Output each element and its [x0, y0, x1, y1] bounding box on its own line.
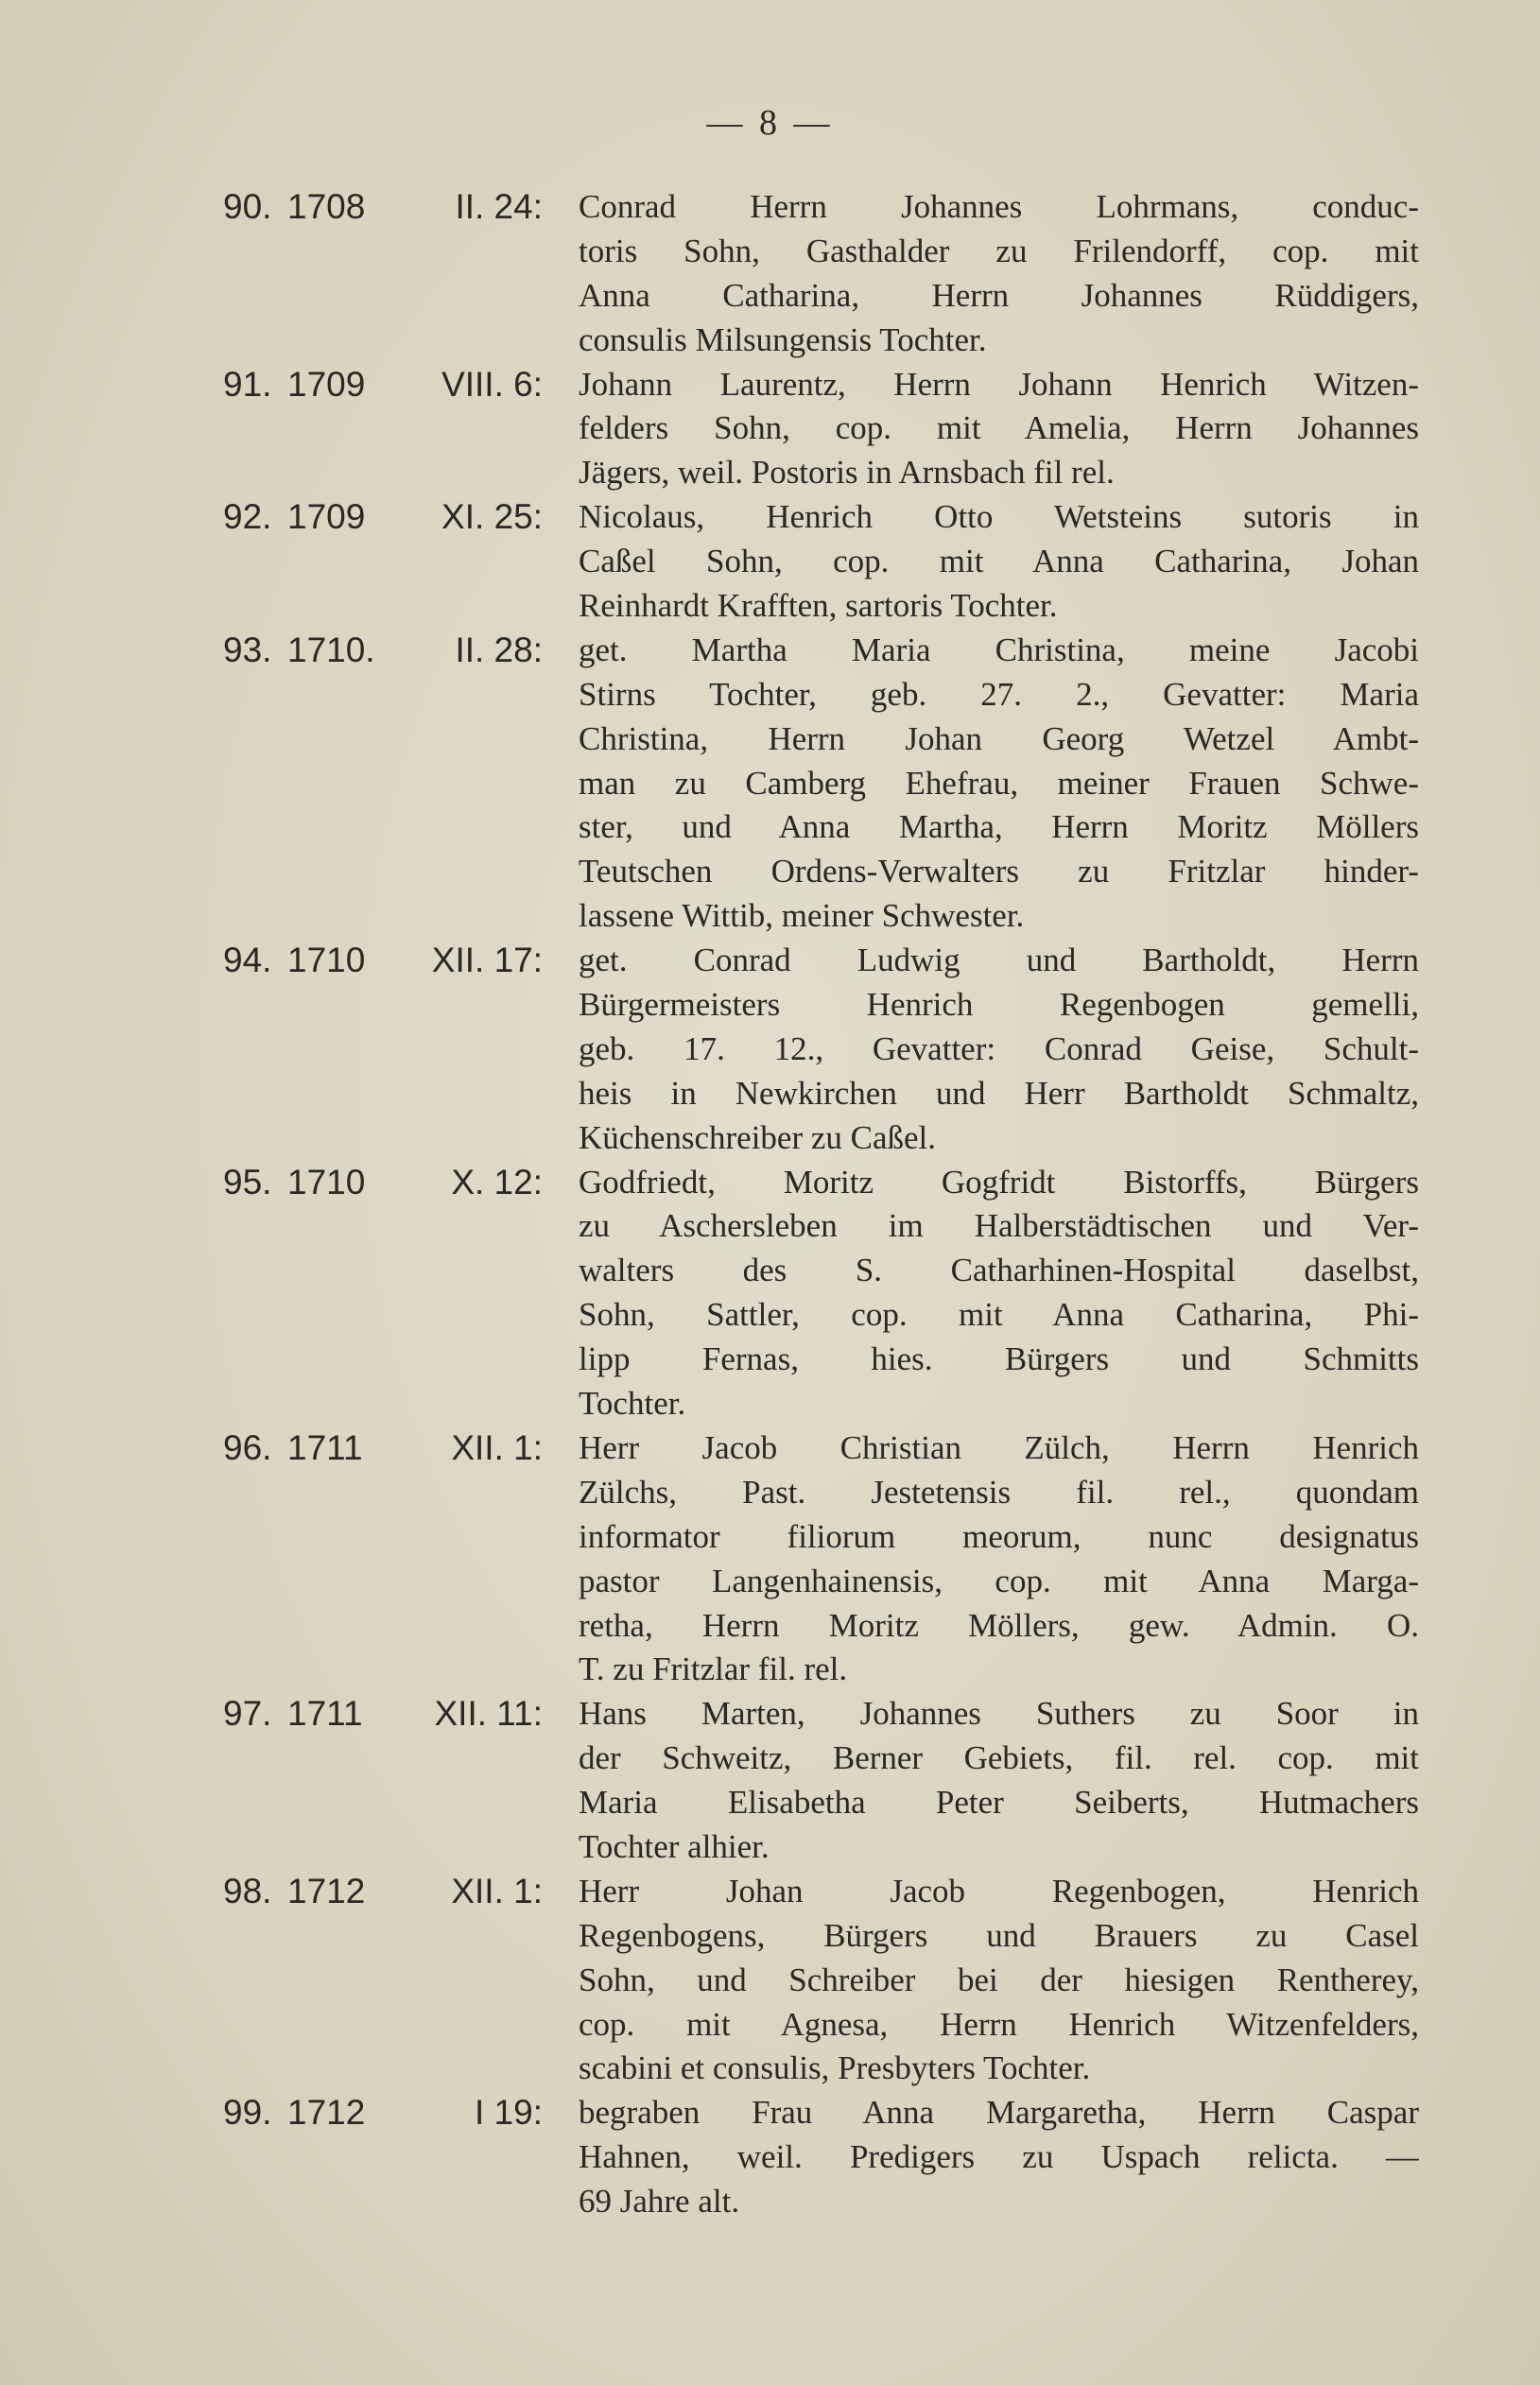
entry-date: I 19: [475, 2093, 543, 2133]
entry-text-line: scabini et consulis, Presbyters Tochter. [579, 2049, 1091, 2087]
entry-text-line: felders Sohn, cop. mit Amelia, Herrn Johannes [579, 409, 1419, 447]
entry-year: 1710 [287, 1162, 366, 1201]
entry-text-line: geb. 17. 12., Gevatter: Conrad Geise, Schult- [579, 1029, 1419, 1067]
entry-text [579, 1426, 1419, 1692]
entry-text-line: Küchenschreiber zu Caßel. [579, 1118, 937, 1156]
register-entry [223, 363, 1419, 496]
entry-text-line: der Schweitz, Berner Gebiets, fil. rel. cop. mit [579, 1739, 1419, 1777]
entry-text-line: 69 Jahre alt. [579, 2183, 740, 2221]
entry-label [223, 939, 579, 1160]
entry-text [579, 2091, 1419, 2224]
entry-number: 95. [223, 1162, 272, 1201]
entry-label [223, 2091, 579, 2224]
entry-number: 96. [223, 1427, 272, 1467]
entry-text-line: pastor Langenhainensis, cop. mit Anna Marga- [579, 1562, 1419, 1599]
page-number: — 8 — [706, 103, 834, 143]
register-entry [223, 495, 1419, 629]
entry-text-line: Caßel Sohn, cop. mit Anna Catharina, Johan [579, 543, 1419, 580]
entry-text-line: consulis Milsungensis Tochter. [579, 320, 987, 358]
entry-text-line: get. Conrad Ludwig und Bartholdt, Herrn [579, 942, 1419, 979]
entry-label [223, 363, 579, 496]
entry-label [223, 495, 579, 629]
entry-text-line: Herr Jacob Christian Zülch, Herrn Henrich [579, 1428, 1419, 1466]
entry-text-line: T. zu Fritzlar fil. rel. [579, 1650, 848, 1688]
entry-text-line: Sohn, Sattler, cop. mit Anna Catharina, Phi- [579, 1296, 1419, 1334]
entry-year: 1710 [287, 941, 366, 980]
entry-year: 1710. [287, 630, 375, 669]
entry-text-line: zu Aschersleben im Halberstädtischen und Ver- [579, 1207, 1419, 1245]
register-entry [223, 1161, 1419, 1426]
entry-text-line: lipp Fernas, hies. Bürgers und Schmitts [579, 1340, 1419, 1378]
entry-text [579, 363, 1419, 496]
entry-text-line: heis in Newkirchen und Herr Bartholdt Schmaltz, [579, 1074, 1419, 1112]
entry-date: XII. 11: [434, 1694, 543, 1734]
entry-year: 1709 [287, 364, 366, 404]
entry-date: X. 12: [451, 1162, 543, 1201]
register-entry [223, 185, 1419, 363]
entry-number: 98. [223, 1871, 272, 1910]
entry-text-line: Conrad Herrn Johannes Lohrmans, conduc- [579, 188, 1419, 225]
register-entry [223, 1426, 1419, 1692]
entry-number: 90. [223, 187, 272, 226]
entry-text-line: man zu Camberg Ehefrau, meiner Frauen Schwe- [579, 764, 1419, 802]
entry-text-line: Anna Catharina, Herrn Johannes Rüddigers, [579, 276, 1419, 314]
entry-date: XII. 1: [451, 1871, 543, 1910]
entry-text-line: Reinhardt Krafften, sartoris Tochter. [579, 587, 1058, 625]
entry-text-line: Maria Elisabetha Peter Seiberts, Hutmachers [579, 1784, 1419, 1822]
entry-date: XII. 17: [431, 941, 543, 980]
entry-year: 1709 [287, 497, 366, 537]
entry-number: 94. [223, 941, 272, 980]
entry-text-line: Christina, Herrn Johan Georg Wetzel Ambt- [579, 719, 1419, 757]
entry-text [579, 1870, 1419, 2091]
entry-label [223, 629, 579, 939]
entry-text-line: Hans Marten, Johannes Suthers zu Soor in [579, 1695, 1419, 1733]
entry-text-line: Stirns Tochter, geb. 27. 2., Gevatter: Maria [579, 675, 1419, 713]
entry-number: 99. [223, 2093, 272, 2133]
register-entry [223, 1692, 1419, 1870]
entry-text-line: lassene Wittib, meiner Schwester. [579, 897, 1025, 935]
entry-date: II. 24: [455, 187, 543, 226]
register-entry [223, 629, 1419, 939]
entry-text [579, 185, 1419, 363]
entry-number: 91. [223, 364, 272, 404]
entry-text-line: toris Sohn, Gasthalder zu Frilendorff, cop. mit [579, 232, 1419, 269]
register-entry [223, 939, 1419, 1160]
entry-year: 1712 [287, 1871, 366, 1910]
entry-text [579, 629, 1419, 939]
entry-label [223, 1692, 579, 1870]
entry-text [579, 495, 1419, 629]
entry-text-line: get. Martha Maria Christina, meine Jacobi [579, 631, 1419, 668]
entry-text-line: Nicolaus, Henrich Otto Wetsteins sutoris in [579, 498, 1419, 536]
entry-label [223, 1870, 579, 2091]
entry-text-line: Herr Johan Jacob Regenbogen, Henrich [579, 1872, 1419, 1910]
entry-label [223, 185, 579, 363]
entry-text-line: Bürgermeisters Henrich Regenbogen gemelli, [579, 986, 1419, 1024]
entry-date: II. 28: [455, 630, 543, 669]
entry-text-line: Teutschen Ordens-Verwalters zu Fritzlar hinder- [579, 853, 1419, 890]
entry-text-line: informator filiorum meorum, nunc designatus [579, 1517, 1419, 1555]
entry-label [223, 1426, 579, 1692]
entry-text-line: Zülchs, Past. Jestetensis fil. rel., quondam [579, 1473, 1419, 1511]
entry-year: 1708 [287, 187, 366, 226]
entry-text-line: Regenbogens, Bürgers und Brauers zu Casel [579, 1916, 1419, 1954]
entry-number: 92. [223, 497, 272, 537]
entry-text-line: Hahnen, weil. Predigers zu Uspach relicta. — [579, 2138, 1419, 2176]
entry-year: 1711 [287, 1694, 363, 1734]
entry-text [579, 1161, 1419, 1426]
entry-text [579, 1692, 1419, 1870]
entry-year: 1711 [287, 1427, 363, 1467]
entry-text-line: cop. mit Agnesa, Herrn Henrich Witzenfelders, [579, 2005, 1419, 2043]
entry-text-line: Godfriedt, Moritz Gogfridt Bistorffs, Bürgers [579, 1163, 1419, 1201]
entry-date: XII. 1: [451, 1427, 543, 1467]
register-entries [223, 185, 1419, 2224]
entry-number: 93. [223, 630, 272, 669]
entry-text-line: Tochter alhier. [579, 1827, 770, 1865]
entry-date: XI. 25: [441, 497, 543, 537]
entry-number: 97. [223, 1694, 272, 1734]
entry-text-line: ster, und Anna Martha, Herrn Moritz Möllers [579, 808, 1419, 846]
entry-text-line: Tochter. [579, 1385, 686, 1423]
register-entry [223, 2091, 1419, 2224]
entry-text-line: Sohn, und Schreiber bei der hiesigen Rentherey, [579, 1961, 1419, 1998]
entry-text-line: retha, Herrn Moritz Möllers, gew. Admin. O. [579, 1606, 1419, 1644]
entry-year: 1712 [287, 2093, 366, 2133]
entry-text-line: Jägers, weil. Postoris in Arnsbach fil rel. [579, 454, 1115, 492]
entry-label [223, 1161, 579, 1426]
entry-text-line: walters des S. Catharhinen-Hospital daselbst, [579, 1252, 1419, 1289]
entry-text [579, 939, 1419, 1160]
entry-text-line: begraben Frau Anna Margaretha, Herrn Caspar [579, 2094, 1419, 2132]
register-entry [223, 1870, 1419, 2091]
entry-date: VIII. 6: [441, 364, 543, 404]
entry-text-line: Johann Laurentz, Herrn Johann Henrich Witzen- [579, 365, 1419, 403]
